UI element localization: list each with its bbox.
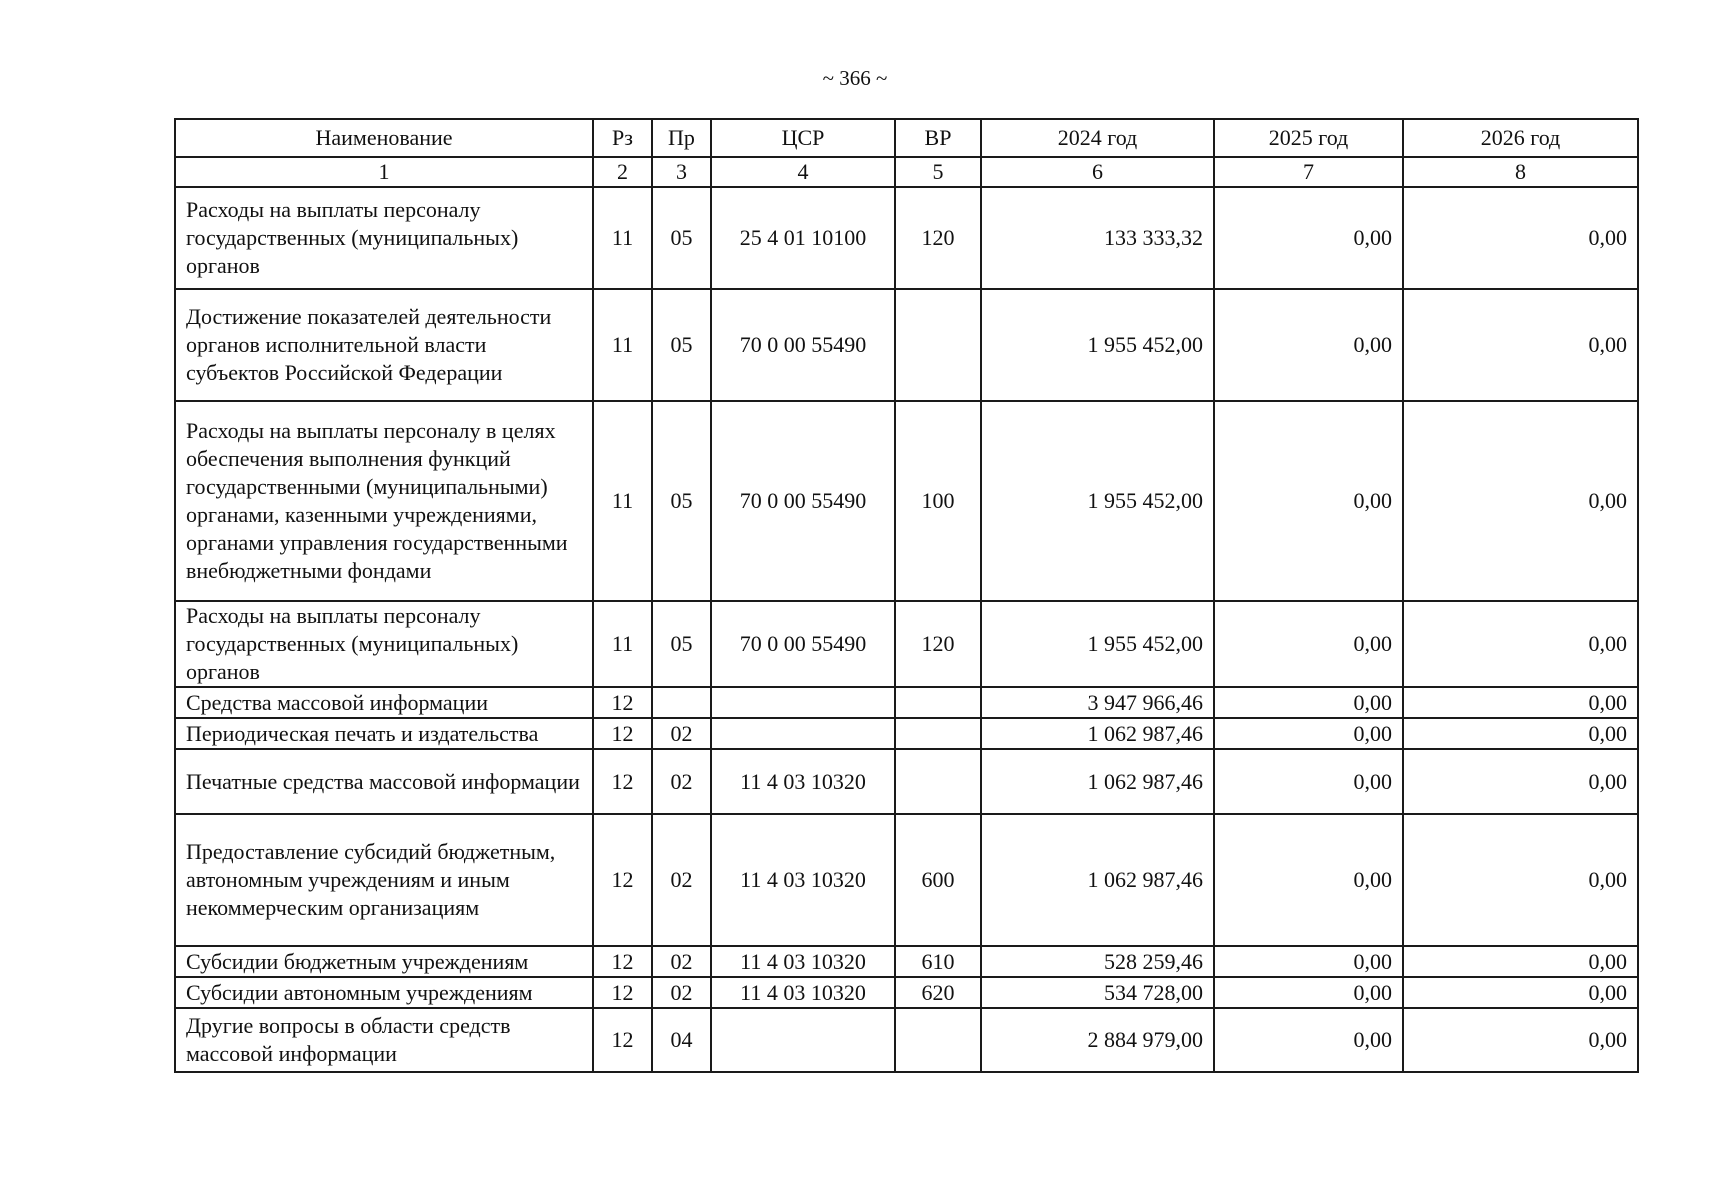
column-number-row (175, 157, 1638, 187)
row-rz: 12 (593, 749, 652, 814)
row-amount-2024: 133 333,32 (981, 187, 1214, 289)
column-number: 7 (1214, 157, 1403, 187)
row-csr (711, 687, 895, 718)
header-rz: Рз (593, 119, 652, 157)
row-amount-2025: 0,00 (1214, 946, 1403, 977)
row-pr: 02 (652, 718, 711, 749)
row-rz: 12 (593, 977, 652, 1008)
row-csr: 70 0 00 55490 (711, 401, 895, 601)
table-row (175, 289, 1638, 401)
row-amount-2025: 0,00 (1214, 1008, 1403, 1072)
row-amount-2025: 0,00 (1214, 187, 1403, 289)
row-pr: 04 (652, 1008, 711, 1072)
row-vr (895, 1008, 981, 1072)
row-amount-2024: 1 062 987,46 (981, 718, 1214, 749)
row-pr: 05 (652, 601, 711, 687)
row-amount-2026: 0,00 (1403, 687, 1638, 718)
row-name: Достижение показателей деятельности органов исполнительной власти субъектов Российской Федерации (175, 289, 593, 401)
row-csr: 25 4 01 10100 (711, 187, 895, 289)
row-csr: 11 4 03 10320 (711, 749, 895, 814)
column-number: 5 (895, 157, 981, 187)
column-number: 2 (593, 157, 652, 187)
table-row (175, 946, 1638, 977)
row-amount-2026: 0,00 (1403, 814, 1638, 946)
column-number: 6 (981, 157, 1214, 187)
row-amount-2026: 0,00 (1403, 187, 1638, 289)
row-name: Расходы на выплаты персоналу в целях обеспечения выполнения функций государственными (муниципальными) органами, казенными учреждениями, органами управления государственными внебюджетными фондами (175, 401, 593, 601)
row-pr: 05 (652, 187, 711, 289)
row-amount-2025: 0,00 (1214, 401, 1403, 601)
row-csr: 70 0 00 55490 (711, 601, 895, 687)
row-csr: 70 0 00 55490 (711, 289, 895, 401)
row-name: Периодическая печать и издательства (175, 718, 593, 749)
row-rz: 12 (593, 1008, 652, 1072)
header-2024: 2024 год (981, 119, 1214, 157)
row-vr: 620 (895, 977, 981, 1008)
page-number: ~ 366 ~ (822, 66, 888, 90)
row-vr (895, 718, 981, 749)
row-rz: 11 (593, 187, 652, 289)
table-row (175, 814, 1638, 946)
header-vr: ВР (895, 119, 981, 157)
header-2025: 2025 год (1214, 119, 1403, 157)
row-amount-2026: 0,00 (1403, 977, 1638, 1008)
row-vr: 100 (895, 401, 981, 601)
row-name: Субсидии бюджетным учреждениям (175, 946, 593, 977)
column-number: 3 (652, 157, 711, 187)
row-pr: 05 (652, 401, 711, 601)
row-vr: 600 (895, 814, 981, 946)
row-name: Средства массовой информации (175, 687, 593, 718)
row-pr: 02 (652, 977, 711, 1008)
table-row (175, 977, 1638, 1008)
row-amount-2024: 1 062 987,46 (981, 814, 1214, 946)
row-amount-2026: 0,00 (1403, 749, 1638, 814)
row-amount-2026: 0,00 (1403, 1008, 1638, 1072)
table-row (175, 687, 1638, 718)
column-number: 8 (1403, 157, 1638, 187)
row-amount-2025: 0,00 (1214, 289, 1403, 401)
row-rz: 11 (593, 401, 652, 601)
row-name: Предоставление субсидий бюджетным, автономным учреждениям и иным некоммерческим организациям (175, 814, 593, 946)
column-number: 1 (175, 157, 593, 187)
budget-table (174, 118, 1639, 1073)
row-amount-2025: 0,00 (1214, 977, 1403, 1008)
row-amount-2026: 0,00 (1403, 401, 1638, 601)
row-pr (652, 687, 711, 718)
row-amount-2024: 534 728,00 (981, 977, 1214, 1008)
table-row (175, 718, 1638, 749)
row-amount-2024: 3 947 966,46 (981, 687, 1214, 718)
table-row (175, 601, 1638, 687)
row-name: Субсидии автономным учреждениям (175, 977, 593, 1008)
header-row (175, 119, 1638, 157)
row-rz: 12 (593, 687, 652, 718)
row-name: Печатные средства массовой информации (175, 749, 593, 814)
row-amount-2024: 1 062 987,46 (981, 749, 1214, 814)
row-vr: 120 (895, 187, 981, 289)
header-csr: ЦСР (711, 119, 895, 157)
row-amount-2026: 0,00 (1403, 601, 1638, 687)
row-amount-2024: 2 884 979,00 (981, 1008, 1214, 1072)
row-amount-2024: 1 955 452,00 (981, 601, 1214, 687)
row-rz: 12 (593, 718, 652, 749)
row-vr (895, 749, 981, 814)
row-pr: 02 (652, 814, 711, 946)
column-number: 4 (711, 157, 895, 187)
header-pr: Пр (652, 119, 711, 157)
row-amount-2026: 0,00 (1403, 289, 1638, 401)
row-rz: 12 (593, 814, 652, 946)
row-pr: 02 (652, 749, 711, 814)
row-amount-2025: 0,00 (1214, 749, 1403, 814)
header-2026: 2026 год (1403, 119, 1638, 157)
row-vr (895, 289, 981, 401)
row-name: Расходы на выплаты персоналу государственных (муниципальных) органов (175, 187, 593, 289)
row-rz: 11 (593, 601, 652, 687)
row-csr: 11 4 03 10320 (711, 814, 895, 946)
row-pr: 05 (652, 289, 711, 401)
row-pr: 02 (652, 946, 711, 977)
row-rz: 11 (593, 289, 652, 401)
row-amount-2025: 0,00 (1214, 687, 1403, 718)
row-amount-2024: 1 955 452,00 (981, 289, 1214, 401)
table-row (175, 1008, 1638, 1072)
row-rz: 12 (593, 946, 652, 977)
row-amount-2026: 0,00 (1403, 718, 1638, 749)
row-vr (895, 687, 981, 718)
row-amount-2024: 1 955 452,00 (981, 401, 1214, 601)
row-amount-2025: 0,00 (1214, 814, 1403, 946)
row-csr (711, 718, 895, 749)
row-vr: 610 (895, 946, 981, 977)
row-amount-2026: 0,00 (1403, 946, 1638, 977)
row-csr: 11 4 03 10320 (711, 946, 895, 977)
row-amount-2025: 0,00 (1214, 601, 1403, 687)
row-name: Другие вопросы в области средств массовой информации (175, 1008, 593, 1072)
table-row (175, 749, 1638, 814)
row-csr (711, 1008, 895, 1072)
table-row (175, 401, 1638, 601)
row-amount-2024: 528 259,46 (981, 946, 1214, 977)
row-csr: 11 4 03 10320 (711, 977, 895, 1008)
header-name: Наименование (175, 119, 593, 157)
row-amount-2025: 0,00 (1214, 718, 1403, 749)
row-name: Расходы на выплаты персоналу государственных (муниципальных) органов (175, 601, 593, 687)
table-row (175, 187, 1638, 289)
row-vr: 120 (895, 601, 981, 687)
